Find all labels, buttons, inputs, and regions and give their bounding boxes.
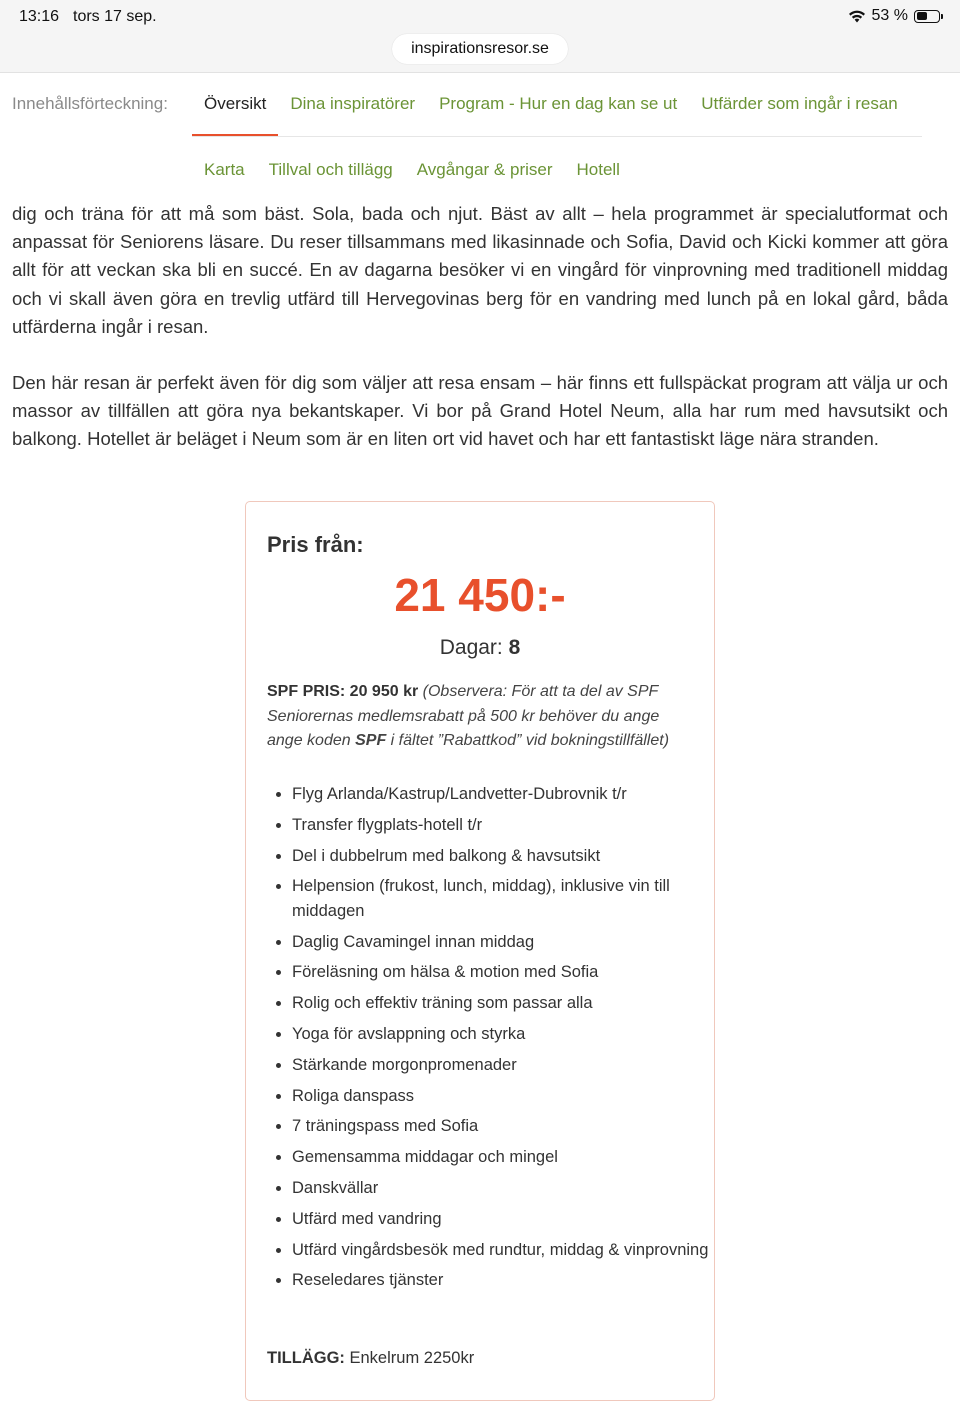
article-paragraph: Den här resan är perfekt även för dig som väljer att resa ensam – här finns ett fullspäckat program att välja ur och massor av tillfällen att göra nya bekantskaper. Vi bor på Grand Hotel Neum, alla har rum med havsutsikt och balkong. Hotellet är beläget i Neum som är en liten ort vid havet och har ett fantastiskt läge nära stranden. [12,372,948,450]
extra-value: Enkelrum 2250kr [349,1349,475,1367]
days-value: 8 [508,636,521,659]
toc-row-2 [192,148,632,192]
days-info [246,636,714,660]
tab-utfarder[interactable]: Utfärder som ingår i resan [701,94,898,113]
browser-top-bar [0,0,960,73]
spf-price-note [267,680,697,754]
status-time: 13:16 [19,8,60,25]
tab-program[interactable]: Program - Hur en dag kan se ut [439,94,678,113]
address-bar[interactable] [392,34,568,64]
spf-price: SPF PRIS: 20 950 kr [267,683,419,700]
tab-avgangar-priser[interactable]: Avgångar & priser [416,160,553,179]
spf-code: SPF [355,732,387,749]
toc-label: Innehållsförteckning: [12,94,168,113]
article-paragraph: dig och träna för att må som bäst. Sola, bada och njut. Bäst av allt – hela programmet är specialutformat och anpassat för Seniorens läsare. Du reser tillsammans med likasinnade och Sofia, David och Kicki kommer att göra allt för att veckan ska bli en succé. En av dagarna besöker vi en vingård för vinprovning med traditionell middag och vi skall även göra en trevlig utfärd till Hervegovinas berg för en vandring med lunch på en lokal gård, båda utfärderna ingår i resan. [12,203,948,337]
spf-note-1: (Observera: För att ta del av SPF Seniorernas medlemsrabatt på 500 kr behöver du ange ange koden [267,683,660,749]
toc-row-1 [192,82,922,137]
tab-tillval[interactable]: Tillval och tillägg [268,160,393,179]
list-item: • Gemensamma middagar och mingel [292,1145,722,1170]
list-item: • Transfer flygplats-hotell t/r [292,813,722,838]
list-item: • Rolig och effektiv träning som passar alla [292,991,722,1016]
tab-dina-inspiratorer[interactable]: Dina inspiratörer [290,94,416,113]
battery-icon [914,10,940,23]
battery-percent: 53 % [871,7,908,24]
list-item: • Danskvällar [292,1176,722,1201]
list-item: • 7 träningspass med Sofia [292,1114,722,1139]
list-item: • Helpension (frukost, lunch, middag), inklusive vin till middagen [292,874,722,923]
status-right [848,7,940,25]
list-item: • Roliga danspass [292,1084,722,1109]
list-item: • Reseledares tjänster [292,1268,722,1293]
wifi-icon [848,10,866,23]
list-item: • Flyg Arlanda/Kastrup/Landvetter-Dubrovnik t/r [292,782,722,807]
list-item: • Föreläsning om hälsa & motion med Sofia [292,960,722,985]
includes-list [267,782,722,1299]
list-item: • Daglig Cavamingel innan middag [292,930,722,955]
list-item: • Utfärd vingårdsbesök med rundtur, middag & vinprovning [292,1238,722,1263]
tab-hotell[interactable]: Hotell [576,160,620,179]
list-item: • Stärkande morgonpromenader [292,1053,722,1078]
days-label: Dagar: [439,636,503,659]
url-text: inspirationsresor.se [411,40,549,57]
list-item: • Del i dubbelrum med balkong & havsutsikt [292,844,722,869]
list-item: • Utfärd med vandring [292,1207,722,1232]
spf-note-2: i fältet ”Rabattkod” vid bokningstillfället) [390,732,670,749]
price-value: 21 450:- [394,569,566,621]
price-title: Pris från: [267,532,364,557]
extra-label: TILLÄGG: [267,1349,345,1367]
article-body [12,200,948,482]
list-item: • Yoga för avslappning och styrka [292,1022,722,1047]
tab-oversikt[interactable]: Översikt [192,82,278,136]
price-box [245,501,715,1401]
status-date: tors 17 sep. [73,8,157,25]
tab-karta[interactable]: Karta [204,160,245,179]
extra-cost [267,1349,474,1368]
